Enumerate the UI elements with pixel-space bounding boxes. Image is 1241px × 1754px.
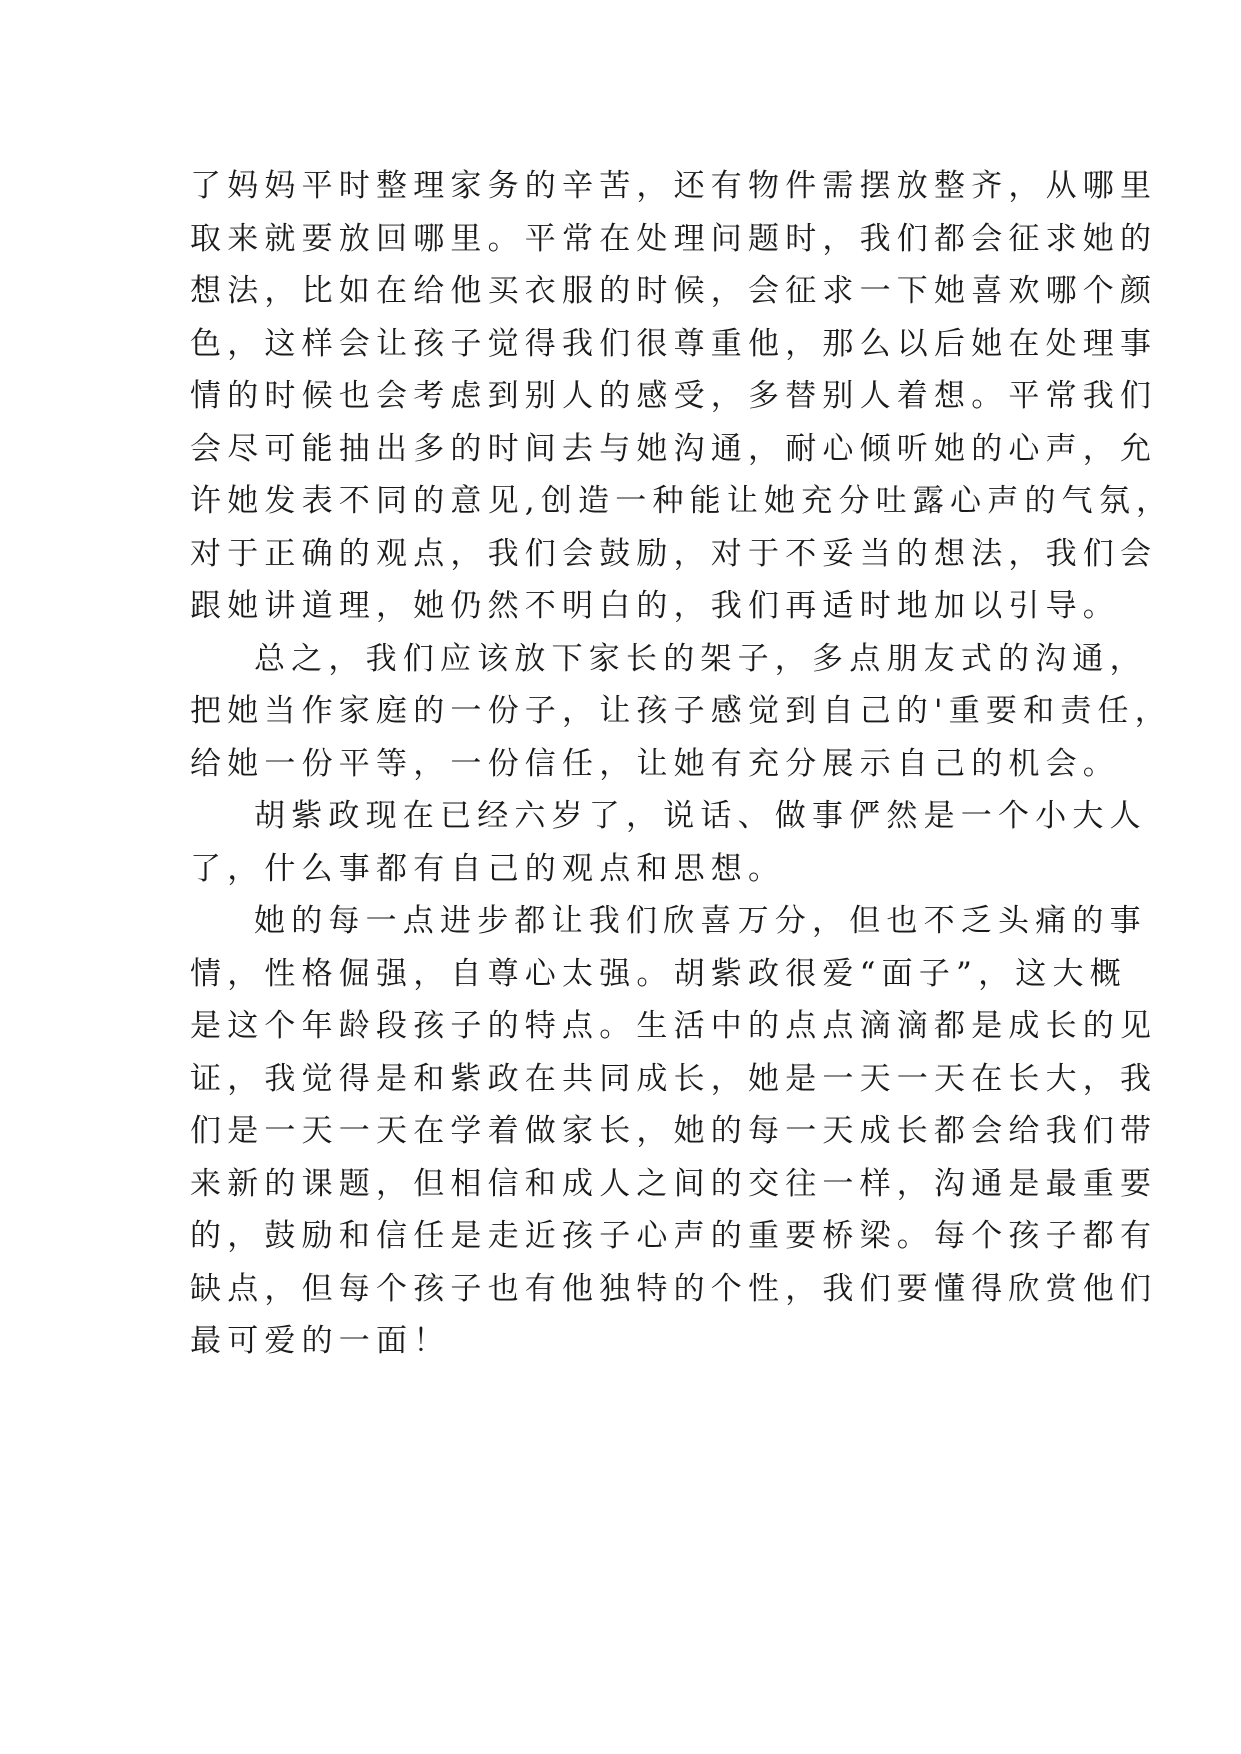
text-line: 许她发表不同的意见,创造一种能让她充分吐露心声的气氛， <box>190 483 1174 519</box>
text-line: 了妈妈平时整理家务的辛苦，还有物件需摆放整齐，从哪里 <box>190 168 1158 204</box>
text-line: 想法，比如在给他买衣服的时候，会征求一下她喜欢哪个颜 <box>190 273 1158 309</box>
text-line: 取来就要放回哪里。平常在处理问题时，我们都会征求她的 <box>190 220 1158 257</box>
paragraph-first-line: 胡紫政现在已经六岁了，说话、做事俨然是一个小大人 <box>254 798 1147 834</box>
text-line: 色，这样会让孩子觉得我们很尊重他，那么以后她在处理事 <box>190 325 1158 362</box>
text-line: 们是一天一天在学着做家长，她的每一天成长都会给我们带 <box>190 1113 1158 1149</box>
text-line: 给她一份平等，一份信任，让她有充分展示自己的机会。 <box>190 745 1120 782</box>
text-line: 是这个年龄段孩子的特点。生活中的点点滴滴都是成长的见 <box>190 1008 1158 1044</box>
text-line: 把她当作家庭的一份子，让孩子感觉到自己的'重要和责任， <box>190 693 1172 729</box>
text-line: 了，什么事都有自己的观点和思想。 <box>190 850 786 887</box>
paragraph-first-line: 她的每一点进步都让我们欣喜万分，但也不乏头痛的事 <box>254 903 1147 939</box>
text-line: 对于正确的观点，我们会鼓励，对于不妥当的想法，我们会 <box>190 535 1158 572</box>
text-line: 的，鼓励和信任是走近孩子心声的重要桥梁。每个孩子都有 <box>190 1218 1158 1254</box>
text-line: 会尽可能抽出多的时间去与她沟通，耐心倾听她的心声，允 <box>190 430 1158 467</box>
text-line: 最可爱的一面！ <box>190 1323 451 1359</box>
body-text <box>190 160 1174 1368</box>
text-line: 缺点，但每个孩子也有他独特的个性，我们要懂得欣赏他们 <box>190 1270 1158 1307</box>
text-line: 证，我觉得是和紫政在共同成长，她是一天一天在长大，我 <box>190 1060 1158 1097</box>
text-line: 跟她讲道理，她仍然不明白的，我们再适时地加以引导。 <box>190 588 1120 624</box>
paragraph-first-line: 总之，我们应该放下家长的架子，多点朋友式的沟通， <box>254 640 1147 677</box>
text-line: 情的时候也会考虑到别人的感受，多替别人着想。平常我们 <box>190 378 1158 414</box>
text-line: 来新的课题，但相信和成人之间的交往一样，沟通是最重要 <box>190 1165 1158 1202</box>
text-line: 情，性格倔强，自尊心太强。胡紫政很爱“面子”，这大概 <box>190 955 1127 992</box>
